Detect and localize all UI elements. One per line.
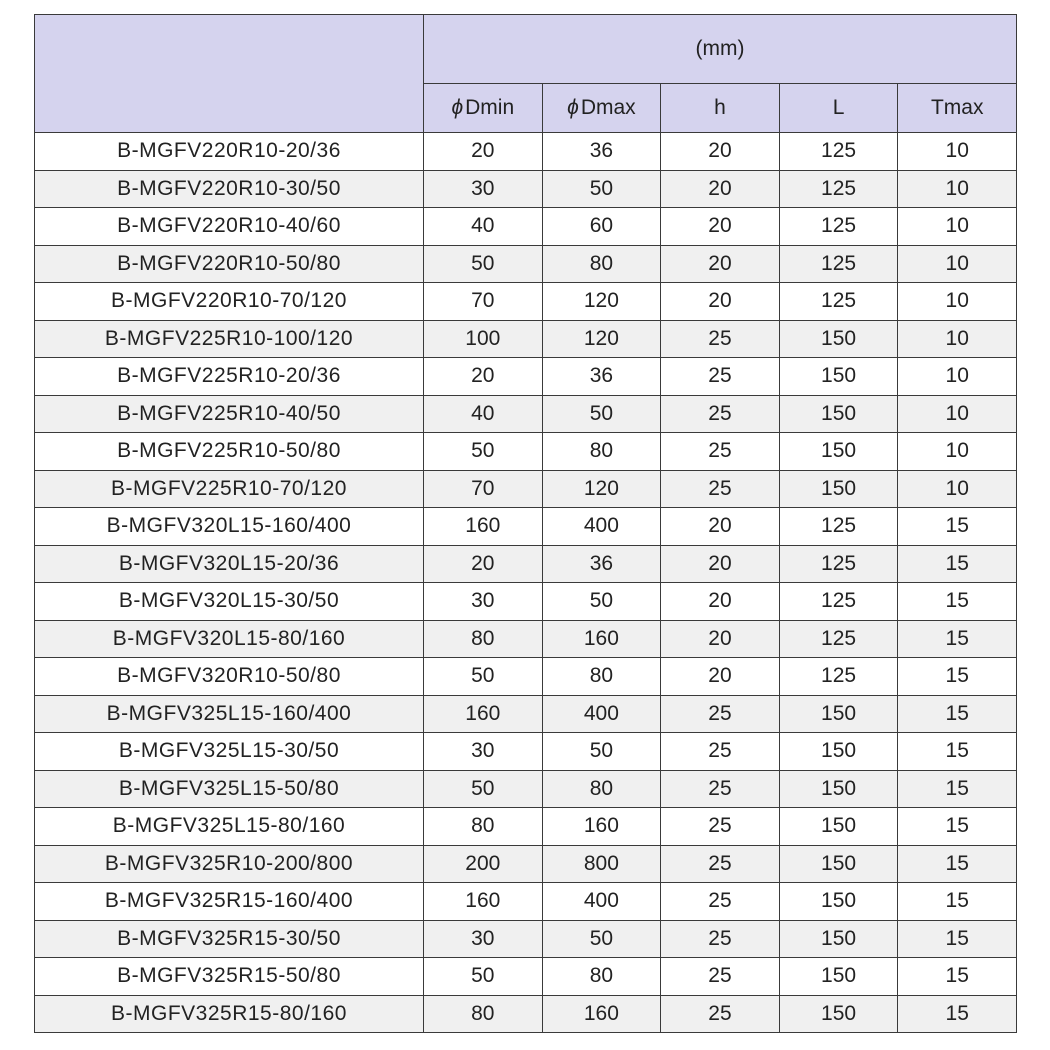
cell-model: B-MGFV325L15-30/50: [35, 733, 424, 771]
cell-h: 20: [661, 283, 780, 321]
cell-l: 150: [779, 358, 898, 396]
cell-l: 125: [779, 545, 898, 583]
table-row: [35, 845, 1017, 883]
cell-dmin: 50: [424, 770, 543, 808]
cell-l: 150: [779, 770, 898, 808]
cell-tmax: 15: [898, 920, 1017, 958]
table-row: [35, 733, 1017, 771]
table-row: [35, 358, 1017, 396]
cell-h: 20: [661, 208, 780, 246]
cell-tmax: 15: [898, 845, 1017, 883]
table-row: [35, 245, 1017, 283]
table-row: [35, 770, 1017, 808]
cell-h: 25: [661, 695, 780, 733]
cell-dmax: 400: [542, 508, 661, 546]
cell-tmax: 10: [898, 395, 1017, 433]
table-row: [35, 133, 1017, 171]
cell-l: 150: [779, 470, 898, 508]
cell-dmin: 40: [424, 208, 543, 246]
column-header-label: Dmax: [580, 96, 636, 119]
cell-l: 150: [779, 958, 898, 996]
cell-l: 150: [779, 995, 898, 1033]
cell-tmax: 10: [898, 245, 1017, 283]
cell-dmin: 50: [424, 245, 543, 283]
cell-h: 25: [661, 958, 780, 996]
cell-tmax: 10: [898, 283, 1017, 321]
cell-dmax: 80: [542, 245, 661, 283]
cell-model: B-MGFV225R10-70/120: [35, 470, 424, 508]
cell-model: B-MGFV220R10-70/120: [35, 283, 424, 321]
cell-dmin: 160: [424, 883, 543, 921]
cell-model: B-MGFV220R10-30/50: [35, 170, 424, 208]
cell-tmax: 15: [898, 620, 1017, 658]
table-row: [35, 395, 1017, 433]
cell-model: B-MGFV225R10-100/120: [35, 320, 424, 358]
cell-h: 25: [661, 883, 780, 921]
cell-model: B-MGFV325R15-160/400: [35, 883, 424, 921]
table-row: [35, 958, 1017, 996]
cell-l: 150: [779, 433, 898, 471]
cell-h: 25: [661, 320, 780, 358]
cell-model: B-MGFV320L15-80/160: [35, 620, 424, 658]
cell-dmin: 20: [424, 358, 543, 396]
cell-l: 125: [779, 658, 898, 696]
cell-h: 20: [661, 545, 780, 583]
cell-model: B-MGFV325L15-160/400: [35, 695, 424, 733]
cell-tmax: 10: [898, 170, 1017, 208]
cell-model: B-MGFV320L15-30/50: [35, 583, 424, 621]
cell-model: B-MGFV225R10-20/36: [35, 358, 424, 396]
cell-model: B-MGFV325R15-80/160: [35, 995, 424, 1033]
cell-dmin: 80: [424, 620, 543, 658]
cell-dmax: 800: [542, 845, 661, 883]
cell-model: B-MGFV225R10-50/80: [35, 433, 424, 471]
table-row: [35, 470, 1017, 508]
cell-dmin: 160: [424, 508, 543, 546]
cell-dmax: 50: [542, 583, 661, 621]
cell-l: 125: [779, 583, 898, 621]
cell-dmin: 20: [424, 133, 543, 171]
cell-tmax: 15: [898, 958, 1017, 996]
cell-l: 125: [779, 170, 898, 208]
cell-tmax: 15: [898, 583, 1017, 621]
table-row: [35, 433, 1017, 471]
cell-dmax: 120: [542, 470, 661, 508]
table-row: [35, 583, 1017, 621]
cell-dmax: 60: [542, 208, 661, 246]
cell-h: 25: [661, 808, 780, 846]
cell-dmax: 80: [542, 433, 661, 471]
cell-tmax: 10: [898, 133, 1017, 171]
column-header-tmax: [898, 84, 1017, 133]
table-row: [35, 995, 1017, 1033]
cell-tmax: 10: [898, 470, 1017, 508]
column-header-label: Dmin: [465, 96, 515, 119]
cell-dmax: 80: [542, 770, 661, 808]
cell-dmax: 36: [542, 358, 661, 396]
cell-h: 25: [661, 770, 780, 808]
column-header-h: [661, 84, 780, 133]
column-header-label: Tmax: [930, 96, 984, 119]
cell-l: 150: [779, 883, 898, 921]
cell-h: 25: [661, 733, 780, 771]
cell-tmax: 10: [898, 358, 1017, 396]
cell-h: 20: [661, 133, 780, 171]
cell-h: 25: [661, 395, 780, 433]
diameter-symbol: ϕ: [567, 96, 579, 119]
unit-header-cell: (mm): [424, 15, 1017, 84]
cell-h: 25: [661, 470, 780, 508]
cell-dmin: 50: [424, 958, 543, 996]
cell-h: 20: [661, 508, 780, 546]
cell-dmin: 80: [424, 808, 543, 846]
table-header: [35, 15, 1017, 133]
cell-dmax: 160: [542, 995, 661, 1033]
cell-l: 150: [779, 395, 898, 433]
cell-tmax: 10: [898, 433, 1017, 471]
table-body: [35, 133, 1017, 1033]
cell-tmax: 10: [898, 320, 1017, 358]
cell-dmin: 20: [424, 545, 543, 583]
cell-tmax: 10: [898, 208, 1017, 246]
cell-dmax: 80: [542, 958, 661, 996]
cell-h: 20: [661, 245, 780, 283]
cell-l: 125: [779, 620, 898, 658]
cell-dmax: 50: [542, 395, 661, 433]
cell-h: 20: [661, 583, 780, 621]
cell-l: 150: [779, 920, 898, 958]
column-header-dmax: [542, 84, 661, 133]
cell-dmax: 36: [542, 545, 661, 583]
cell-model: B-MGFV220R10-20/36: [35, 133, 424, 171]
cell-tmax: 15: [898, 995, 1017, 1033]
cell-model: B-MGFV220R10-50/80: [35, 245, 424, 283]
cell-dmax: 120: [542, 320, 661, 358]
cell-h: 25: [661, 845, 780, 883]
cell-dmin: 40: [424, 395, 543, 433]
cell-dmin: 100: [424, 320, 543, 358]
cell-h: 25: [661, 920, 780, 958]
cell-l: 125: [779, 508, 898, 546]
cell-tmax: 15: [898, 883, 1017, 921]
table-row: [35, 283, 1017, 321]
cell-l: 150: [779, 695, 898, 733]
cell-dmax: 36: [542, 133, 661, 171]
cell-dmax: 160: [542, 620, 661, 658]
cell-dmax: 400: [542, 883, 661, 921]
cell-dmin: 80: [424, 995, 543, 1033]
cell-dmin: 160: [424, 695, 543, 733]
cell-h: 20: [661, 658, 780, 696]
cell-dmax: 80: [542, 658, 661, 696]
cell-model: B-MGFV325R10-200/800: [35, 845, 424, 883]
cell-tmax: 15: [898, 695, 1017, 733]
cell-h: 25: [661, 995, 780, 1033]
cell-model: B-MGFV320R10-50/80: [35, 658, 424, 696]
cell-model: B-MGFV220R10-40/60: [35, 208, 424, 246]
table-row: [35, 545, 1017, 583]
table-row: [35, 508, 1017, 546]
column-header-label: L: [832, 96, 845, 119]
cell-tmax: 15: [898, 808, 1017, 846]
table-row: [35, 620, 1017, 658]
table-row: [35, 695, 1017, 733]
cell-dmin: 200: [424, 845, 543, 883]
table-row: [35, 170, 1017, 208]
cell-h: 25: [661, 433, 780, 471]
cell-l: 150: [779, 320, 898, 358]
column-header-l: [779, 84, 898, 133]
cell-model: B-MGFV325R15-30/50: [35, 920, 424, 958]
column-header-label: h: [714, 96, 726, 119]
table-row: [35, 658, 1017, 696]
cell-l: 125: [779, 133, 898, 171]
table-row: [35, 808, 1017, 846]
cell-model: B-MGFV325L15-80/160: [35, 808, 424, 846]
cell-model: B-MGFV225R10-40/50: [35, 395, 424, 433]
cell-tmax: 15: [898, 733, 1017, 771]
cell-l: 150: [779, 808, 898, 846]
table-row: [35, 920, 1017, 958]
cell-dmax: 160: [542, 808, 661, 846]
cell-dmin: 30: [424, 920, 543, 958]
cell-h: 25: [661, 358, 780, 396]
cell-l: 150: [779, 845, 898, 883]
column-header-dmin: [424, 84, 543, 133]
cell-dmax: 50: [542, 920, 661, 958]
model-header-cell: [35, 15, 424, 133]
cell-tmax: 15: [898, 508, 1017, 546]
cell-tmax: 15: [898, 545, 1017, 583]
cell-l: 125: [779, 208, 898, 246]
cell-dmax: 120: [542, 283, 661, 321]
cell-dmin: 30: [424, 583, 543, 621]
cell-dmax: 50: [542, 170, 661, 208]
table-row: [35, 320, 1017, 358]
cell-h: 20: [661, 620, 780, 658]
cell-l: 150: [779, 733, 898, 771]
cell-model: B-MGFV320L15-160/400: [35, 508, 424, 546]
spec-table: [34, 14, 1017, 1033]
cell-dmax: 50: [542, 733, 661, 771]
cell-dmin: 70: [424, 283, 543, 321]
cell-dmin: 50: [424, 658, 543, 696]
cell-dmin: 50: [424, 433, 543, 471]
cell-dmin: 30: [424, 170, 543, 208]
cell-model: B-MGFV325L15-50/80: [35, 770, 424, 808]
cell-tmax: 15: [898, 770, 1017, 808]
table-row: [35, 883, 1017, 921]
cell-dmax: 400: [542, 695, 661, 733]
cell-h: 20: [661, 170, 780, 208]
cell-tmax: 15: [898, 658, 1017, 696]
cell-l: 125: [779, 245, 898, 283]
diameter-symbol: ϕ: [451, 96, 464, 119]
cell-dmin: 30: [424, 733, 543, 771]
cell-dmin: 70: [424, 470, 543, 508]
table-row: [35, 208, 1017, 246]
cell-l: 125: [779, 283, 898, 321]
cell-model: B-MGFV325R15-50/80: [35, 958, 424, 996]
cell-model: B-MGFV320L15-20/36: [35, 545, 424, 583]
